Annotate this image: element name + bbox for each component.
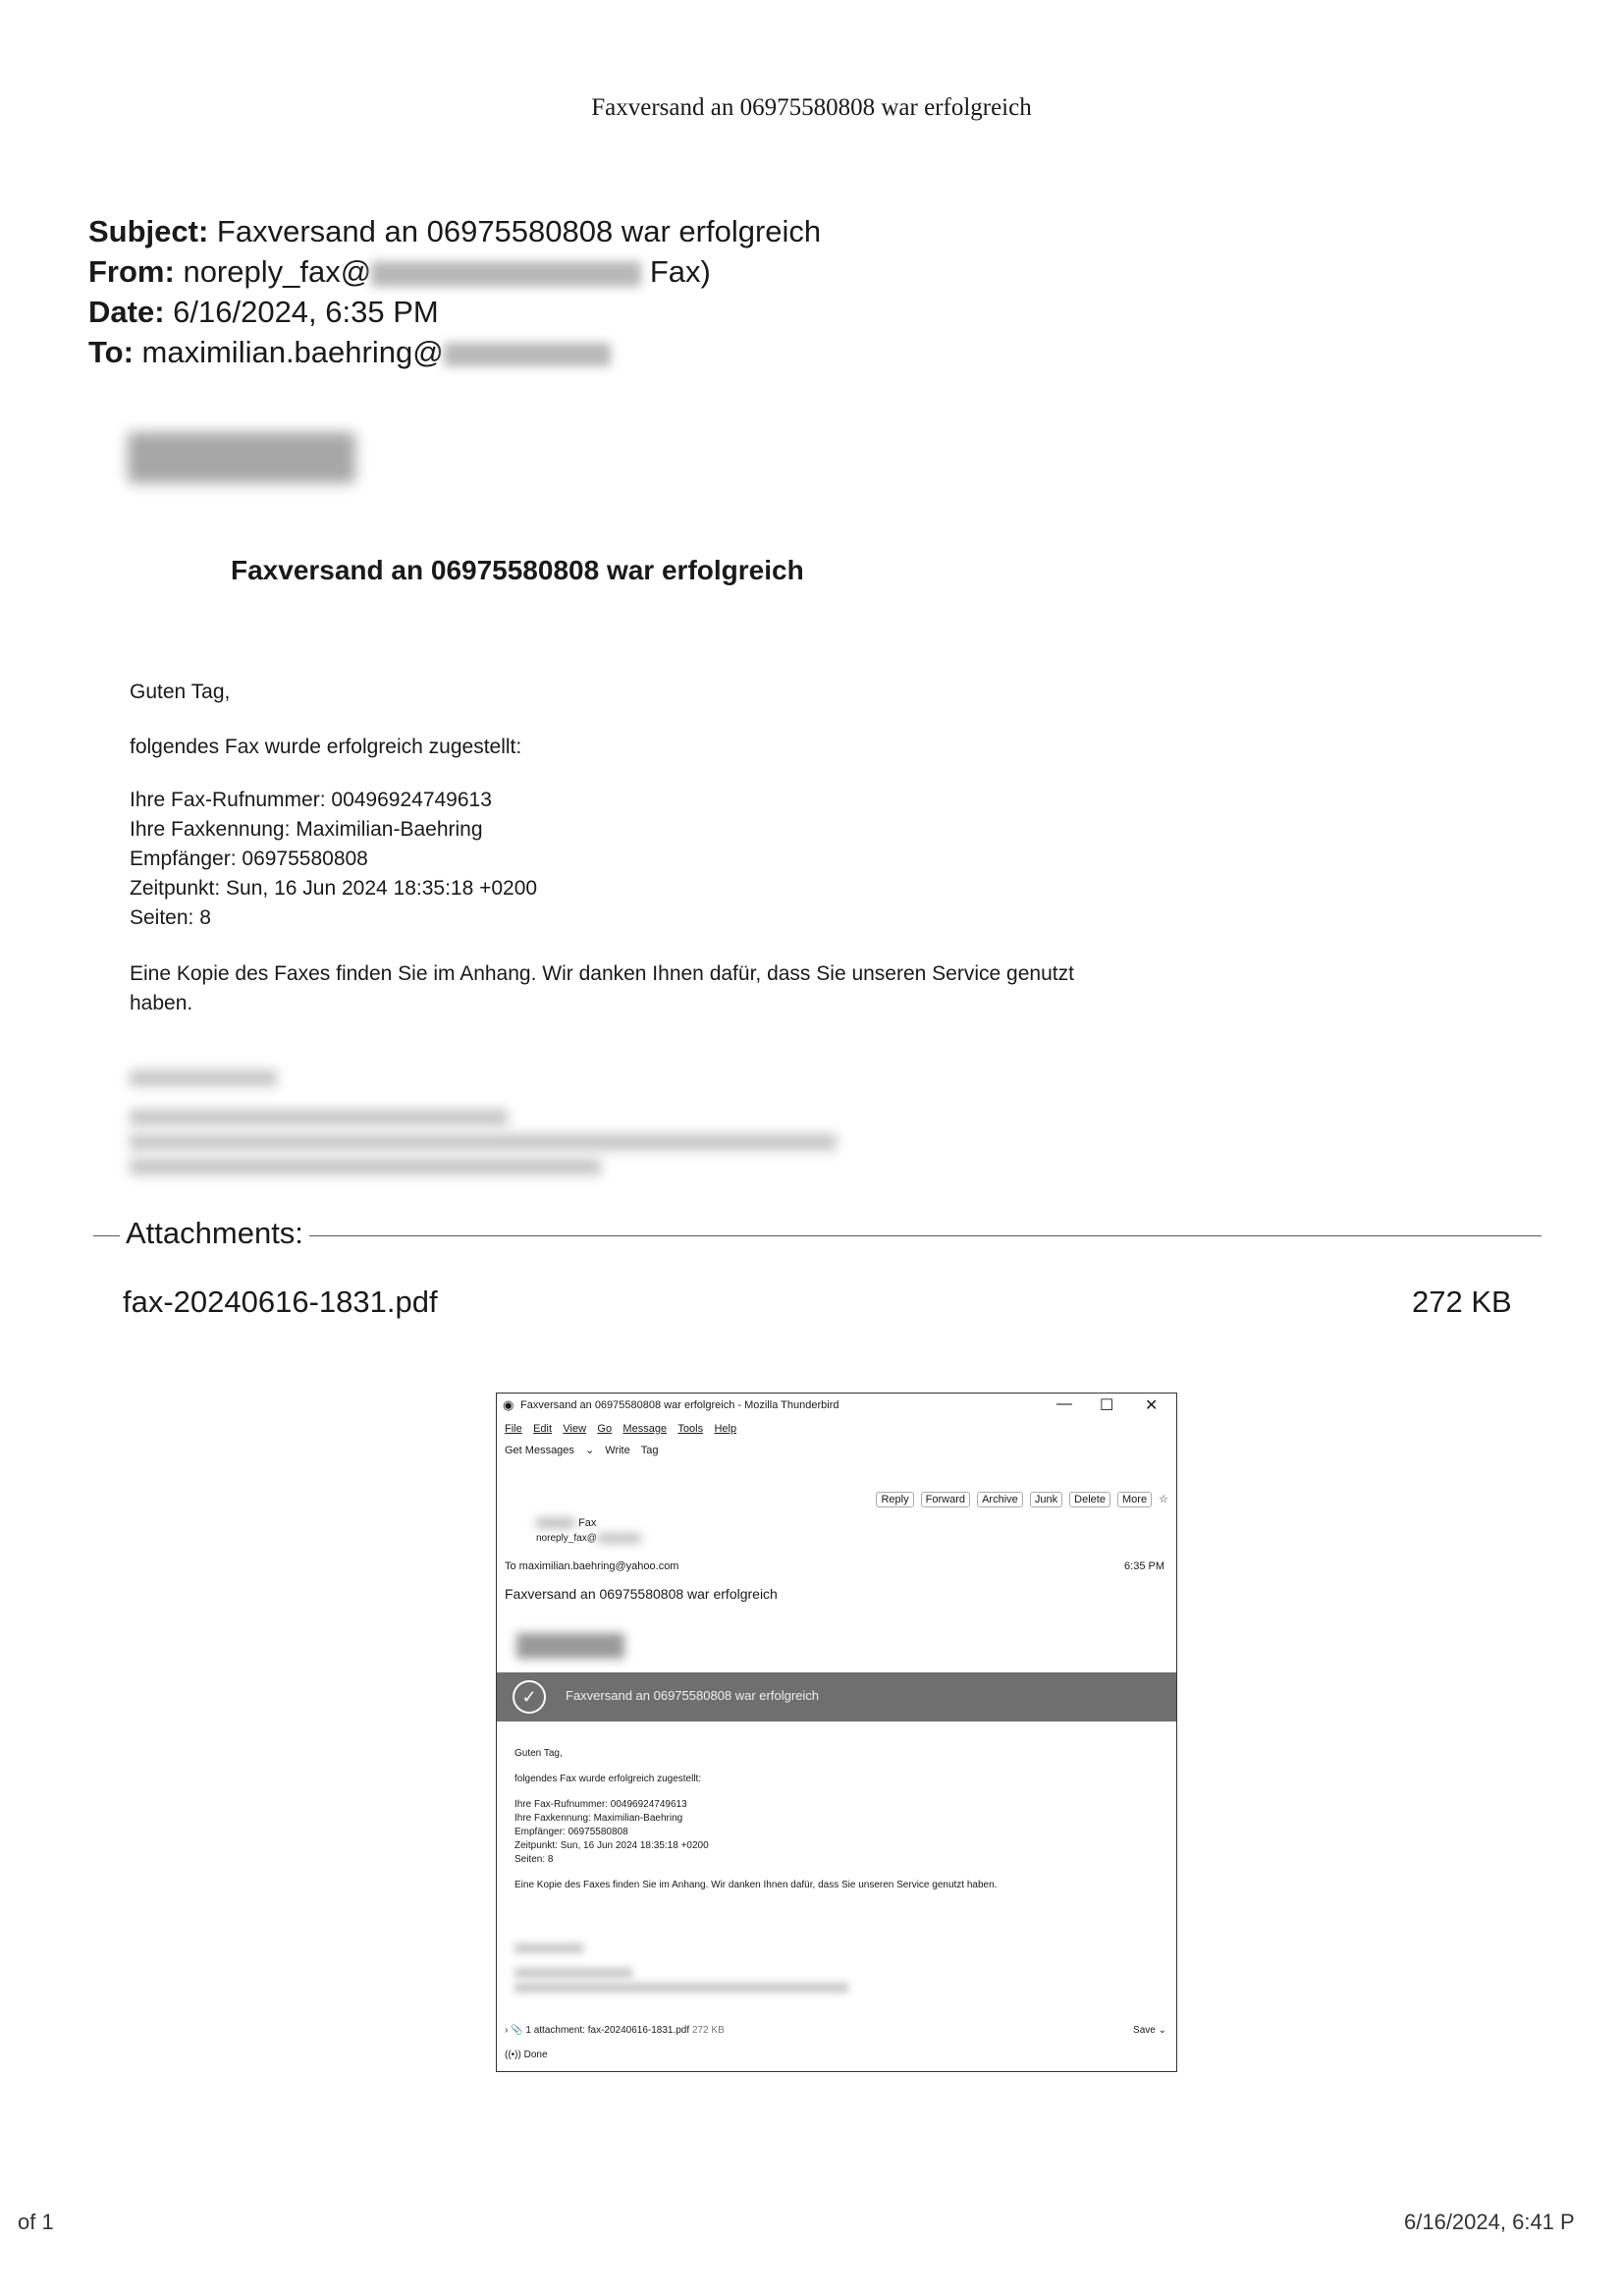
body-closing: Eine Kopie des Faxes finden Sie im Anhang. Wir danken Ihnen dafür, dass Sie unseren Service genutzt haben. (514, 1880, 998, 1890)
fax-detail-line: Ihre Faxkennung: Maximilian-Baehring (130, 818, 483, 841)
subject-value: Faxversand an 06975580808 war erfolgreich (216, 214, 822, 248)
redacted-brand-logo (128, 432, 355, 483)
attachments-divider (93, 1235, 1542, 1236)
status-bar: ((•)) Done (505, 2050, 548, 2060)
window-titlebar (497, 1394, 1176, 1419)
redacted-signature (514, 1968, 632, 1978)
redacted-domain (444, 343, 611, 366)
attachments-label: Attachments: (120, 1216, 309, 1251)
fax-details (130, 786, 537, 933)
close-icon[interactable]: ✕ (1145, 1397, 1159, 1414)
fax-detail-line: Empfänger: 06975580808 (130, 847, 368, 870)
redacted-signature (514, 1943, 583, 1953)
from-label: From: (88, 254, 175, 289)
redacted-signature (130, 1110, 508, 1125)
redacted-domain (597, 1534, 641, 1543)
print-footer-page: of 1 (18, 2210, 54, 2234)
menu-edit[interactable]: Edit (533, 1423, 553, 1435)
print-title: Faxversand an 06975580808 war erfolgreich (591, 94, 1032, 121)
redacted-brand-logo (516, 1633, 624, 1659)
mail-closing: Eine Kopie des Faxes finden Sie im Anhang. Wir danken Ihnen dafür, dass Sie unseren Service genutzt haben. (130, 962, 1074, 1014)
to-label: To: (88, 335, 134, 369)
message-subject: Faxversand an 06975580808 war erfolgreich (505, 1586, 778, 1602)
minimize-icon[interactable]: — (1056, 1395, 1072, 1412)
attachment-bar[interactable]: › 📎 1 attachment: fax-20240616-1831.pdf 272 KB (505, 2025, 725, 2036)
menu-message[interactable]: Message (622, 1423, 668, 1435)
tag-button[interactable]: Tag (640, 1445, 659, 1456)
redacted-name (536, 1518, 575, 1528)
forward-button[interactable]: Forward (921, 1492, 970, 1507)
thunderbird-screenshot (496, 1393, 1177, 2072)
menu-bar (497, 1421, 1176, 1441)
attachment-file-name[interactable]: fax-20240616-1831.pdf (123, 1285, 438, 1319)
body-intro: folgendes Fax wurde erfolgreich zugestellt: (514, 1774, 702, 1784)
redacted-signature (130, 1070, 277, 1086)
header-subject (88, 214, 821, 249)
menu-go[interactable]: Go (597, 1423, 613, 1435)
menu-help[interactable]: Help (714, 1423, 737, 1435)
chevron-right-icon[interactable]: › (505, 2025, 509, 2036)
thunderbird-icon: ◉ (503, 1397, 514, 1412)
message-time: 6:35 PM (1124, 1560, 1164, 1572)
header-to (88, 335, 611, 370)
mail-toolbar (497, 1444, 1176, 1465)
chevron-down-icon[interactable]: ⌄ (584, 1445, 595, 1456)
recipient-line: To maximilian.baehring@yahoo.com (505, 1560, 679, 1572)
reply-button[interactable]: Reply (876, 1492, 913, 1507)
sender-email[interactable]: noreply_fax@ (536, 1533, 641, 1544)
to-prefix: maximilian.baehring@ (141, 335, 444, 369)
header-date (88, 295, 439, 330)
archive-button[interactable]: Archive (977, 1492, 1023, 1507)
write-button[interactable]: Write (605, 1445, 630, 1456)
junk-button[interactable]: Junk (1030, 1492, 1062, 1507)
redacted-domain (371, 261, 641, 287)
menu-view[interactable]: View (563, 1423, 587, 1435)
mail-intro: folgendes Fax wurde erfolgreich zugestellt: (130, 736, 522, 758)
body-greeting: Guten Tag, (514, 1748, 563, 1759)
maximize-icon[interactable]: ☐ (1100, 1397, 1114, 1414)
date-label: Date: (88, 295, 165, 329)
message-body (514, 1747, 1005, 1904)
fax-detail-line: Seiten: 8 (130, 906, 211, 929)
more-button[interactable]: More (1117, 1492, 1152, 1507)
mail-greeting: Guten Tag, (130, 681, 231, 703)
checkmark-icon: ✓ (513, 1680, 546, 1714)
redacted-signature (130, 1134, 837, 1150)
from-suffix: Fax) (649, 254, 711, 289)
redacted-signature (514, 1983, 848, 1993)
delete-button[interactable]: Delete (1069, 1492, 1110, 1507)
menu-file[interactable]: File (505, 1423, 522, 1435)
date-value: 6/16/2024, 6:35 PM (173, 295, 439, 329)
body-details: Ihre Fax-Rufnummer: 00496924749613 Ihre Faxkennung: Maximilian-Baehring Empfänger: 06975580808 Zeitpunkt: Sun, 16 Jun 2024 18:35:18 +0200 Seiten: 8 (514, 1799, 709, 1865)
banner-text: Faxversand an 06975580808 war erfolgreich (566, 1688, 820, 1703)
attachment-file-size: 272 KB (1412, 1285, 1512, 1319)
print-footer-date: 6/16/2024, 6:41 P (1404, 2210, 1575, 2234)
redacted-signature (130, 1159, 601, 1175)
message-actions (497, 1492, 1176, 1513)
save-button[interactable]: Save ⌄ (1133, 2025, 1166, 2036)
fax-detail-line: Zeitpunkt: Sun, 16 Jun 2024 18:35:18 +0200 (130, 877, 538, 900)
star-icon[interactable]: ☆ (1159, 1494, 1168, 1505)
get-messages-button[interactable]: Get Messages (505, 1445, 574, 1456)
paperclip-icon: 📎 (511, 2025, 523, 2036)
mail-heading: Faxversand an 06975580808 war erfolgreich (231, 555, 804, 585)
menu-tools[interactable]: Tools (677, 1423, 704, 1435)
header-from (88, 254, 711, 290)
window-title: Faxversand an 06975580808 war erfolgreich - Mozilla Thunderbird (520, 1399, 839, 1411)
success-banner (497, 1672, 1176, 1722)
subject-label: Subject: (88, 214, 209, 248)
fax-detail-line: Ihre Fax-Rufnummer: 00496924749613 (130, 789, 492, 811)
from-prefix: noreply_fax@ (183, 254, 372, 289)
sender-name: Fax (536, 1517, 596, 1529)
